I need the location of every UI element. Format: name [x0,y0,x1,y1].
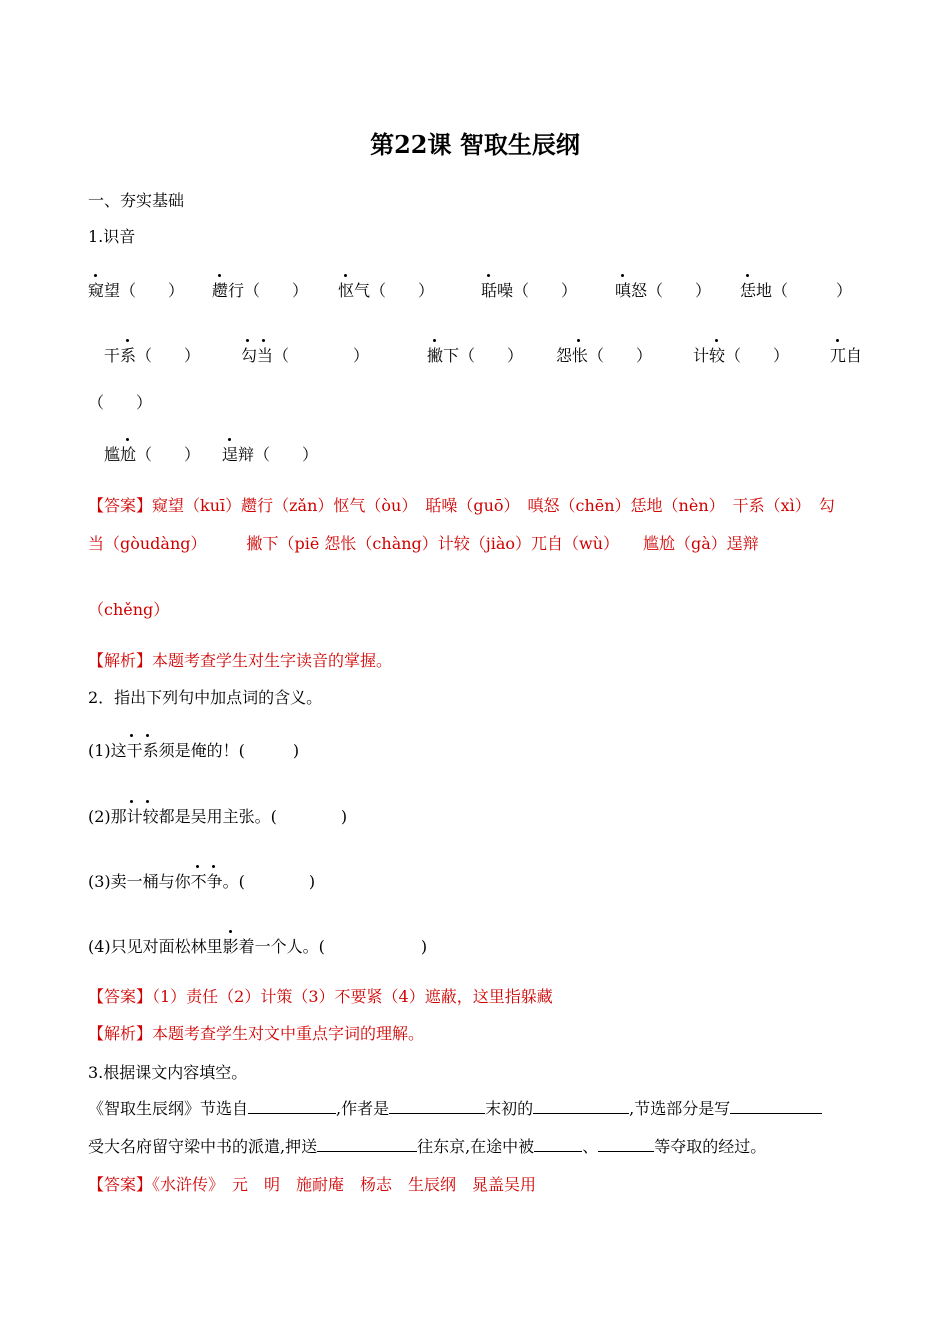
question-2-heading: 2．指出下列句中加点词的含义。 [88,688,323,707]
word-item-continuation: （ ） [88,393,153,412]
word-item: 干系（ ） [104,346,201,365]
answer-text: 【答案】窥望（kuī）趱行（zǎn）怄气（òu） 聒噪（guō） 嗔怒（chēn）恁地（nèn） 干系（xì） 勾 [88,496,835,515]
emphasis-dot [433,339,436,342]
sentence-item: (3)卖一桶与你不争。( ) [88,872,316,891]
word-item: 兀自 [830,346,863,365]
emphasis-dot [126,339,129,342]
page-title: 第22课 智取生辰纲 [370,130,580,159]
word-item: 窥望（ ） [88,281,185,300]
blank-field[interactable] [248,1099,336,1114]
emphasis-dot [130,800,133,803]
emphasis-dot [218,274,221,277]
fill-in-line [88,1098,822,1120]
fill-text: ,作者是 [336,1099,390,1118]
section-heading: 一、夯实基础 [88,191,185,210]
emphasis-dot [577,339,580,342]
emphasis-dot [196,865,199,868]
question-3-heading: 3.根据课文内容填空。 [88,1063,248,1082]
word-item: 撇下（ ） [427,346,524,365]
emphasis-dot [746,274,749,277]
word-item: 逞辩（ ） [222,445,319,464]
word-item: 勾当（ ） [241,346,370,365]
blank-field[interactable] [534,1137,582,1152]
emphasis-dot [246,339,249,342]
blank-field[interactable] [389,1099,485,1114]
emphasis-dot [715,339,718,342]
answer-text: （chěng） [88,600,170,619]
fill-text: ,节选部分是写 [629,1099,731,1118]
word-item: 嗔怒（ ） [615,281,712,300]
blank-field[interactable] [730,1099,822,1114]
sentence-item: (4)只见对面松林里影着一个人。( ) [88,937,428,956]
emphasis-dot [146,734,149,737]
fill-in-line [88,1136,766,1158]
word-item: 怨怅（ ） [556,346,653,365]
word-item: 聒噪（ ） [481,281,578,300]
analysis-text: 【解析】本题考查学生对文中重点字词的理解。 [88,1024,425,1043]
emphasis-dot [487,274,490,277]
sentence-item: (1)这干系须是俺的！( ) [88,741,300,760]
blank-field[interactable] [533,1099,629,1114]
fill-text: 等夺取的经过。 [654,1137,767,1156]
emphasis-dot [262,339,265,342]
word-item: 趱行（ ） [212,281,309,300]
word-item: 恁地（ ） [740,281,853,300]
emphasis-dot [344,274,347,277]
fill-text: 往东京,在途中被 [417,1137,535,1156]
emphasis-dot [130,734,133,737]
emphasis-dot [146,800,149,803]
emphasis-dot [229,930,232,933]
word-item: 怄气（ ） [338,281,435,300]
fill-text: 受大名府留守梁中书的派遣,押送 [88,1137,318,1156]
emphasis-dot [94,274,97,277]
emphasis-dot [228,438,231,441]
sentence-item: (2)那计较都是吴用主张。( ) [88,807,348,826]
emphasis-dot [621,274,624,277]
answer-text: 【答案】（1）责任（2）计策（3）不要紧（4）遮蔽，这里指躲藏 [88,987,553,1006]
word-item: 尴尬（ ） [104,445,201,464]
emphasis-dot [212,865,215,868]
word-item: 计较（ ） [693,346,790,365]
answer-text: 【答案】《水浒传》 元 明 施耐庵 杨志 生辰纲 晁盖吴用 [88,1175,537,1194]
emphasis-dot [126,438,129,441]
answer-text: 当（gòudàng） 撇下（piē 怨怅（chàng）计较（jiào）兀自（wù） 尴尬（gà）逞辩 [88,534,759,553]
fill-text: 末初的 [485,1099,534,1118]
fill-text: 《智取生辰纲》节选自 [88,1099,249,1118]
blank-field[interactable] [598,1137,654,1152]
emphasis-dot [836,339,839,342]
analysis-text: 【解析】本题考查学生对生字读音的掌握。 [88,651,393,670]
question-1-heading: 1.识音 [88,227,136,246]
blank-field[interactable] [317,1137,417,1152]
fill-text: 、 [582,1137,599,1156]
